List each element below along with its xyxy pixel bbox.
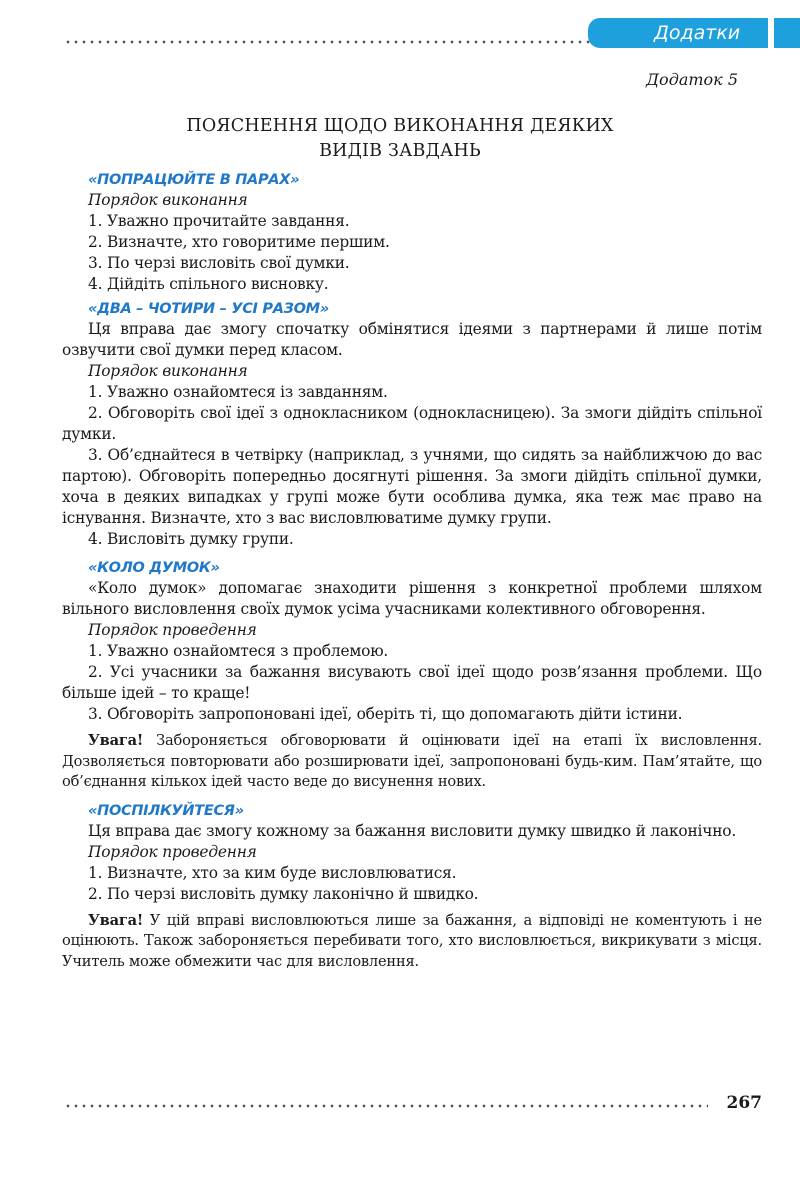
order-label: Порядок виконання	[88, 362, 248, 380]
attention-note	[62, 731, 762, 793]
section-intro: «Коло думок» допомагає знаходити рішення з конкретної проблеми шляхом вільного висловлення своїх думок усіма учасниками колективного обговорення.	[62, 579, 762, 618]
step-item: 1. Уважно прочитайте завдання.	[88, 212, 350, 230]
section-heading-two-four-all: «ДВА – ЧОТИРИ – УСІ РАЗОМ»	[88, 301, 329, 317]
section-heading-circle-of-thoughts: «КОЛО ДУМОК»	[88, 560, 220, 576]
page-number: 267	[726, 1093, 762, 1113]
step-item: 3. По черзі висловіть свої думки.	[88, 254, 350, 272]
step-item: 1. Уважно ознайомтеся з проблемою.	[88, 642, 389, 660]
section-heading-communicate: «ПОСПІЛКУЙТЕСЯ»	[88, 802, 244, 819]
step-item: 2. Обговоріть свої ідеї з однокласником (однокласницею). За змоги дійдіть спільної думки.	[62, 404, 762, 443]
step-item: 3. Об’єднайтеся в четвірку (наприклад, з учнями, що сидять за найближчою до вас партою). Обговоріть попередньо досягнуті рішення. За змоги дійдіть спільної думки, хоча в деяких випадках у групі може бути особлива думка, яка теж має право на існування. Визначте, хто з вас висловлюватиме думку групи.	[62, 446, 762, 527]
section-heading-pairs: «ПОПРАЦЮЙТЕ В ПАРАХ»	[88, 172, 300, 188]
appendix-label: Додаток 5	[646, 70, 738, 89]
step-item: 4. Дійдіть спільного висновку.	[88, 275, 329, 293]
section-intro: Ця вправа дає змогу кожному за бажання висловити думку швидко й лаконічно.	[88, 821, 737, 840]
step-item: 4. Висловіть думку групи.	[88, 530, 294, 548]
bottom-dotted-rule	[64, 1104, 708, 1108]
attention-label: Увага!	[88, 911, 144, 929]
attention-text: Забороняється обговорювати й оцінювати ідеї на етапі їх висловлення. Дозволяється повторювати або розширювати ідеї, запропоновані будь-ким. Пам’ятайте, що об’єднання кількох ідей часто веде до висунення нових.	[62, 732, 762, 790]
step-item: 2. Усі учасники за бажання висувають свої ідеї щодо розв’язання проблеми. Що більше ідей – то краще!	[62, 663, 762, 702]
order-label: Порядок проведення	[88, 621, 257, 639]
section-tab: Додатки	[588, 18, 768, 48]
step-item: 2. Визначте, хто говоритиме першим.	[88, 233, 390, 251]
page-title-line-2: ВИДІВ ЗАВДАНЬ	[319, 141, 481, 161]
step-item: 1. Визначте, хто за ким буде висловлюватися.	[88, 863, 457, 882]
section-tab-edge	[774, 18, 800, 48]
attention-label: Увага!	[88, 732, 144, 749]
attention-text: У цій вправі висловлюються лише за бажання, а відповіді не коментують і не оцінюють. Також забороняється перебивати того, хто висловлюється, викрикувати з місця. Учитель може обмежити час для висловлення.	[62, 911, 762, 970]
order-label: Порядок виконання	[88, 191, 248, 209]
step-item: 1. Уважно ознайомтеся із завданням.	[88, 383, 388, 401]
step-item: 2. По черзі висловіть думку лаконічно й швидко.	[88, 884, 479, 903]
page-title-line-1: ПОЯСНЕННЯ ЩОДО ВИКОНАННЯ ДЕЯКИХ	[186, 116, 614, 136]
step-item: 3. Обговоріть запропоновані ідеї, оберіть ті, що допомагають дійти істини.	[88, 705, 683, 723]
section-intro: Ця вправа дає змогу спочатку обмінятися ідеями з партнерами й лише потім озвучити свої думки перед класом.	[62, 320, 762, 359]
attention-note	[62, 911, 762, 973]
order-label: Порядок проведення	[88, 842, 257, 861]
page-title	[90, 114, 710, 164]
main-content	[62, 170, 762, 972]
top-dotted-rule	[64, 40, 592, 44]
